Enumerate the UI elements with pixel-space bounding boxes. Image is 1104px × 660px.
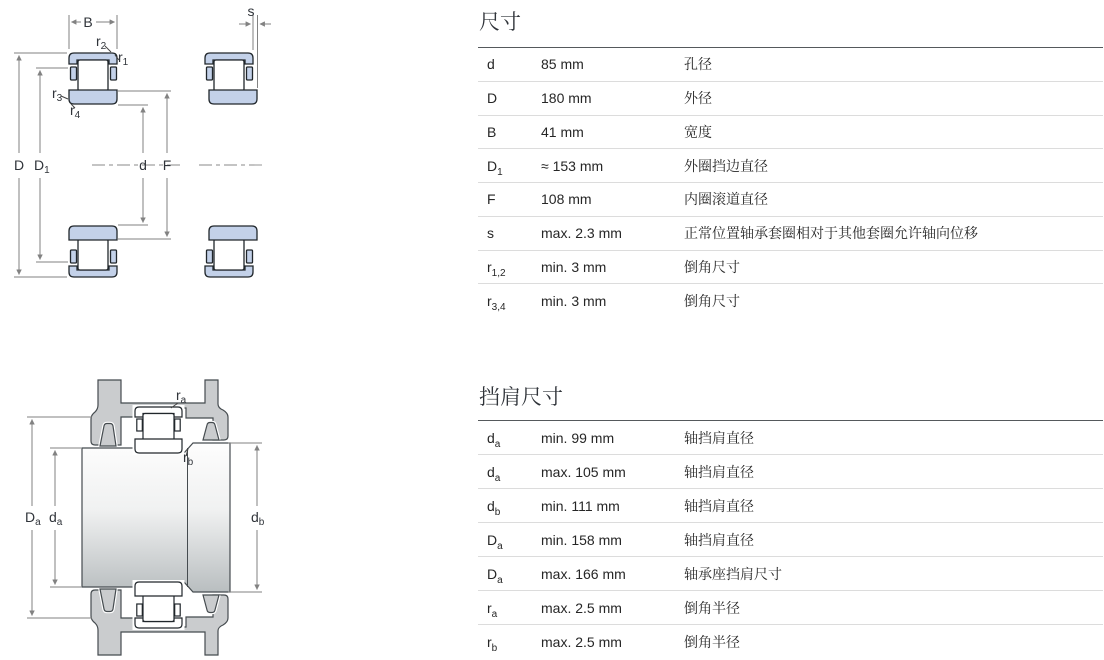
- shaft: [82, 443, 230, 592]
- dim-value: min. 3 mm: [541, 292, 607, 309]
- dim-value: min. 111 mm: [541, 497, 620, 514]
- dimension-B: [69, 15, 117, 49]
- dim-symbol: s: [487, 225, 494, 242]
- roller: [143, 414, 174, 442]
- cage: [111, 67, 117, 80]
- cage: [71, 67, 77, 80]
- table-row: [478, 148, 1103, 182]
- cage: [111, 250, 117, 263]
- cage: [137, 419, 143, 431]
- dim-description: 正常位置轴承套圈相对于其他套圈允许轴向位移: [684, 225, 978, 242]
- label-F: F: [162, 157, 172, 173]
- roller: [214, 60, 244, 91]
- label-r4: $r_4$: [70, 102, 81, 121]
- roller: [78, 239, 108, 270]
- table-row: [478, 283, 1103, 317]
- cage: [137, 604, 143, 616]
- dim-symbol: $r_{3,4}$: [487, 292, 506, 313]
- cage: [247, 250, 253, 263]
- dim-value: min. 158 mm: [541, 531, 622, 548]
- dim-value: ≈ 153 mm: [541, 157, 604, 174]
- dim-description: 轴挡肩直径: [684, 463, 754, 480]
- dim-symbol: $r_a$: [487, 599, 498, 620]
- bearing-mounting-diagram: [0, 360, 300, 660]
- dim-symbol: $r_b$: [487, 633, 498, 654]
- inner-ring: [209, 90, 257, 104]
- label-d: d: [139, 157, 147, 173]
- dim-symbol: d: [487, 56, 495, 73]
- dim-value: 85 mm: [541, 56, 584, 73]
- dim-value: 108 mm: [541, 191, 592, 208]
- label-ra: $r_a$: [176, 387, 187, 406]
- dim-symbol: B: [487, 123, 497, 140]
- abutment-table: [478, 420, 1103, 658]
- dimensions-table: [478, 47, 1103, 317]
- label-B: B: [83, 14, 93, 30]
- dim-description: 内圈滚道直径: [684, 191, 768, 208]
- table-row: [478, 48, 1103, 81]
- inner-ring: [135, 582, 182, 596]
- label-r1: $r_1$: [118, 49, 129, 68]
- label-Da: $D_a$: [25, 509, 41, 528]
- dim-description: 宽度: [684, 123, 712, 140]
- section-title-abutment: 挡肩尺寸: [479, 386, 563, 409]
- dim-description: 倒角尺寸: [684, 258, 740, 275]
- table-row: [478, 250, 1103, 284]
- dim-symbol: F: [487, 191, 496, 208]
- bearing-bottom: [133, 580, 185, 630]
- dim-description: 倒角半径: [684, 599, 740, 616]
- table-row: [478, 454, 1103, 488]
- roller: [143, 594, 174, 622]
- cage: [175, 419, 181, 431]
- table-row: [478, 522, 1103, 556]
- table-row: [478, 624, 1103, 658]
- table-row: [478, 115, 1103, 149]
- dim-value: 41 mm: [541, 123, 584, 140]
- dim-description: 轴挡肩直径: [684, 497, 754, 514]
- table-row: [478, 81, 1103, 115]
- label-db: $d_b$: [251, 509, 265, 528]
- cage: [247, 67, 253, 80]
- dim-symbol: $d_a$: [487, 429, 501, 450]
- dim-description: 倒角尺寸: [684, 292, 740, 309]
- dim-symbol: $r_{1,2}$: [487, 258, 506, 279]
- table-row: [478, 590, 1103, 624]
- table-row: [478, 182, 1103, 216]
- inner-ring: [69, 226, 117, 240]
- label-da: $d_a$: [49, 509, 63, 528]
- dim-value: max. 2.3 mm: [541, 225, 622, 242]
- table-row: [478, 421, 1103, 454]
- dim-value: min. 99 mm: [541, 429, 615, 446]
- inner-ring: [209, 226, 257, 240]
- dim-description: 轴挡肩直径: [684, 531, 754, 548]
- roller: [214, 239, 244, 270]
- bearing-cross-section-diagram: [0, 0, 310, 300]
- dim-value: max. 166 mm: [541, 565, 626, 582]
- label-r3: $r_3$: [52, 85, 63, 104]
- cage: [207, 67, 213, 80]
- dim-description: 轴挡肩直径: [684, 429, 754, 446]
- inner-ring: [135, 439, 182, 453]
- dim-symbol: $d_b$: [487, 497, 501, 518]
- dim-value: max. 2.5 mm: [541, 633, 622, 650]
- spec-panel: [478, 0, 1104, 660]
- dim-value: min. 3 mm: [541, 258, 607, 275]
- label-r2: $r_2$: [96, 33, 107, 52]
- cage: [175, 604, 181, 616]
- dim-value: 180 mm: [541, 90, 592, 107]
- cage: [71, 250, 77, 263]
- label-rb: $r_b$: [183, 449, 194, 468]
- inner-ring: [69, 90, 117, 104]
- dim-symbol: $D_a$: [487, 565, 503, 586]
- dim-symbol: $D_1$: [487, 157, 503, 178]
- dim-description: 孔径: [684, 56, 712, 73]
- section-title-dimensions: 尺寸: [479, 11, 521, 34]
- dim-description: 轴承座挡肩尺寸: [684, 565, 782, 582]
- table-row: [478, 216, 1103, 250]
- table-row: [478, 488, 1103, 522]
- dim-symbol: $D_a$: [487, 531, 503, 552]
- label-s: s: [247, 3, 255, 19]
- dim-symbol: $d_a$: [487, 463, 501, 484]
- dim-description: 外径: [684, 90, 712, 107]
- cage: [207, 250, 213, 263]
- dim-value: max. 105 mm: [541, 463, 626, 480]
- dim-symbol: D: [487, 90, 498, 107]
- bearing-top: [133, 405, 185, 455]
- label-D1: $D_1$: [34, 157, 50, 176]
- table-row: [478, 556, 1103, 590]
- dim-description: 倒角半径: [684, 633, 740, 650]
- dim-description: 外圈挡边直径: [684, 157, 768, 174]
- roller: [78, 60, 108, 91]
- label-D: D: [13, 157, 25, 173]
- dim-value: max. 2.5 mm: [541, 599, 622, 616]
